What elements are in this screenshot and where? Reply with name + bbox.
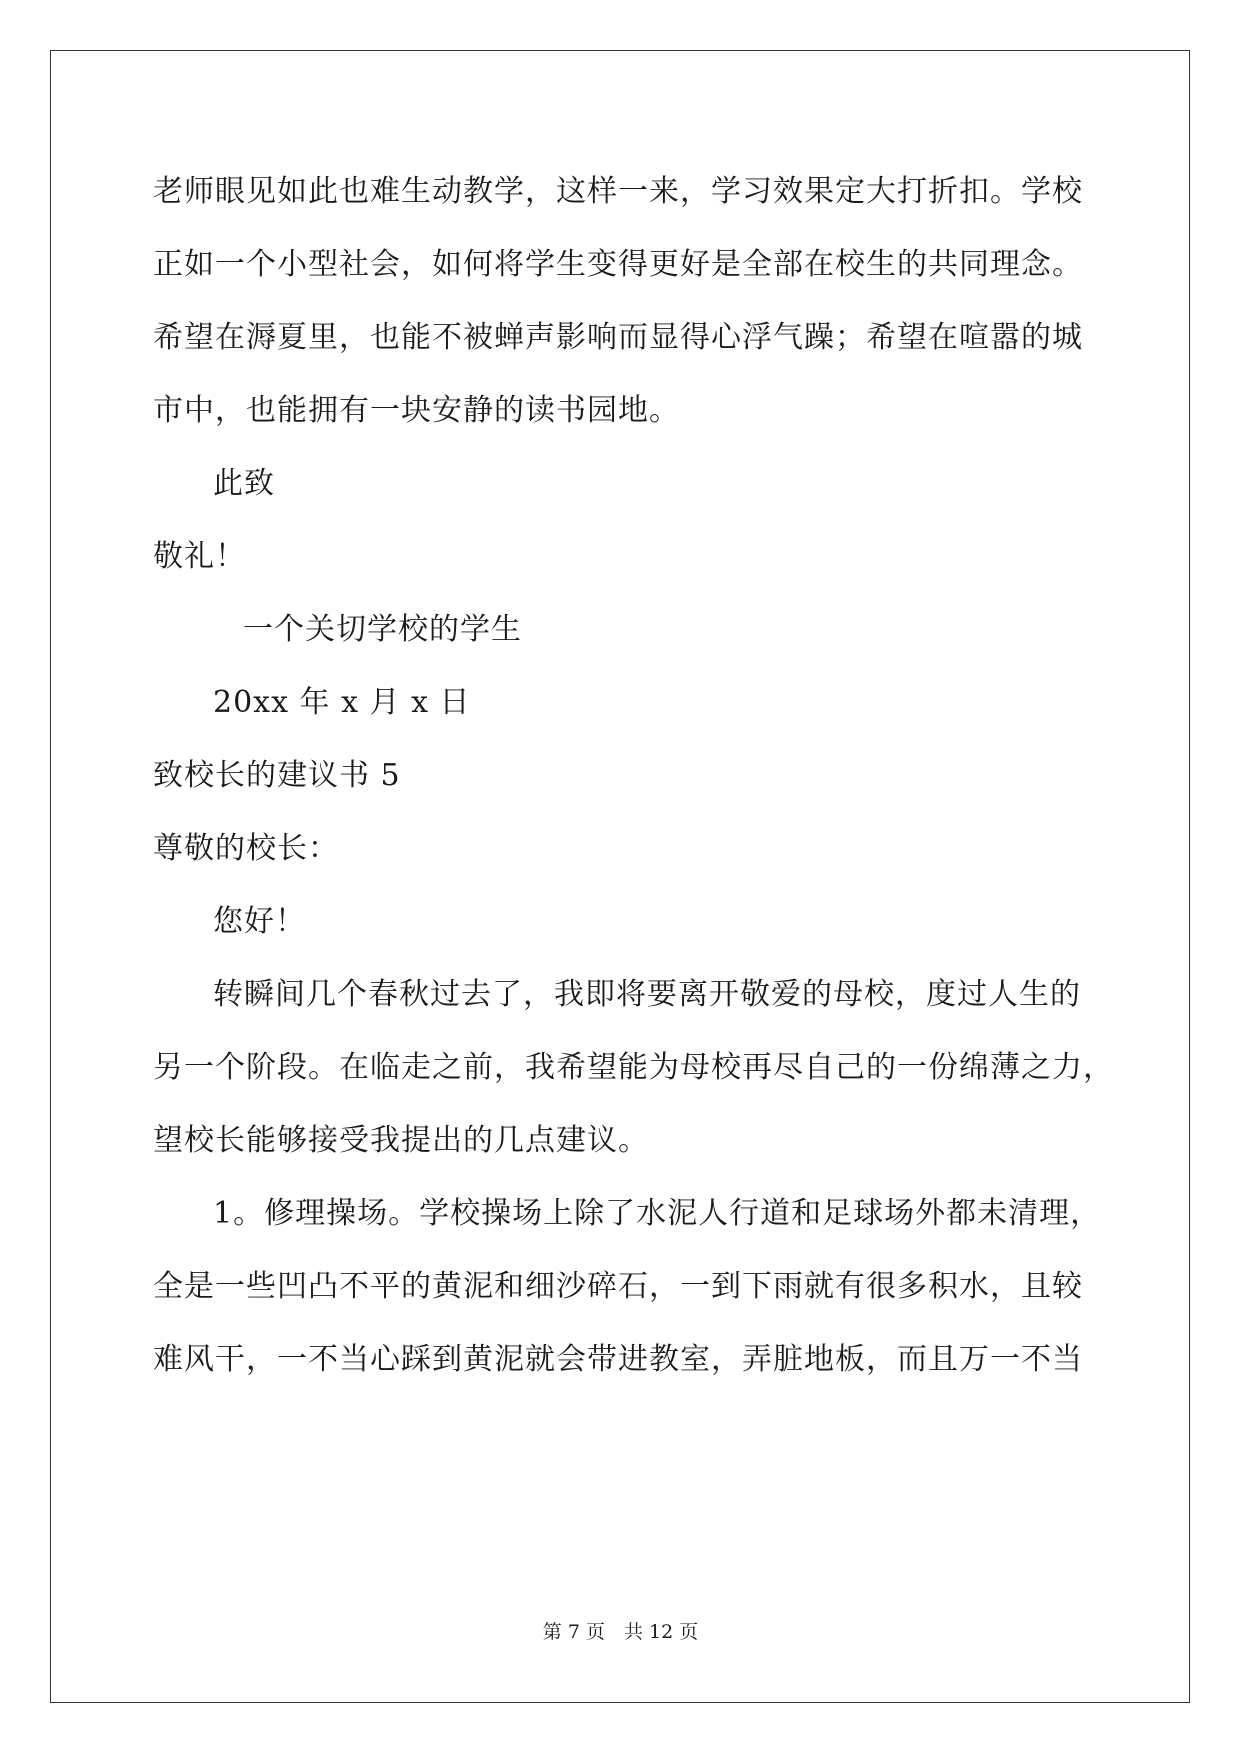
body-line-4: 市中，也能拥有一块安静的读书园地。: [153, 393, 680, 428]
signature: 一个关切学校的学生: [243, 612, 522, 647]
body-line-9: 全是一些凹凸不平的黄泥和细沙碎石，一到下雨就有很多积水，且较: [153, 1269, 1083, 1304]
page-footer: 第 7 页 共 12 页: [542, 1621, 699, 1643]
date-line: 20xx 年 x 月 x 日: [213, 685, 471, 720]
page-border: [50, 50, 1190, 1703]
body-line-5: 转瞬间几个春秋过去了，我即将要离开敬爱的母校，度过人生的: [213, 977, 1081, 1012]
body-line-6: 另一个阶段。在临走之前，我希望能为母校再尽自己的一份绵薄之力，: [153, 1050, 1114, 1085]
body-line-2: 正如一个小型社会，如何将学生变得更好是全部在校生的共同理念。: [153, 247, 1083, 282]
closing-greeting: 此致: [213, 466, 275, 501]
salutation: 尊敬的校长：: [153, 831, 339, 866]
section-title: 致校长的建议书 5: [153, 758, 401, 793]
body-line-3: 希望在溽夏里，也能不被蝉声影响而显得心浮气躁；希望在喧嚣的城: [153, 320, 1083, 355]
body-line-8: 1。修理操场。学校操场上除了水泥人行道和足球场外都未清理，: [213, 1196, 1102, 1231]
body-line-10: 难风干，一不当心踩到黄泥就会带进教室，弄脏地板，而且万一不当: [153, 1342, 1083, 1377]
closing-salute: 敬礼！: [153, 539, 246, 574]
body-line-7: 望校长能够接受我提出的几点建议。: [153, 1123, 649, 1158]
greeting: 您好！: [213, 904, 306, 939]
body-line-1: 老师眼见如此也难生动教学，这样一来，学习效果定大打折扣。学校: [153, 174, 1083, 209]
